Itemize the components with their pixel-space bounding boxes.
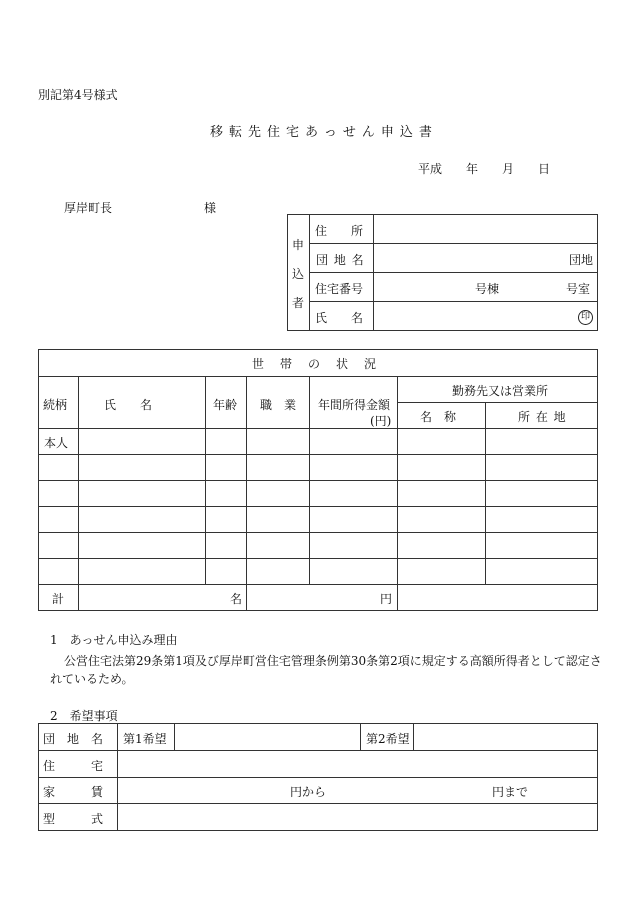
form-number: 別記第4号様式 — [38, 88, 118, 102]
header-workplace: 勤務先又は営業所 — [452, 384, 549, 398]
seal-mark: 印 — [578, 310, 593, 325]
pref-rent-label: 家 賃 — [43, 785, 104, 799]
total-count-unit: 名 — [230, 592, 243, 606]
pref-housing-label: 住 宅 — [43, 759, 104, 773]
household-title: 世 帯 の 状 況 — [251, 357, 378, 371]
total-label: 計 — [52, 592, 65, 606]
header-workplace-name: 名 称 — [420, 410, 457, 424]
date-month: 月 — [502, 162, 515, 176]
house-number-label: 住宅番号 — [315, 282, 364, 296]
section1-body-line1: 公営住宅法第29条第1項及び厚岸町営住宅管理条例第30条第2項に規定する高額所得者として認定さ — [64, 654, 602, 668]
header-income-unit: (円) — [370, 414, 392, 428]
applicant-label-3: 者 — [292, 296, 305, 310]
address-label: 住 所 — [315, 224, 364, 238]
section2-heading: 2 希望事項 — [50, 709, 118, 723]
header-occupation: 職 業 — [260, 398, 297, 412]
addressee-honorific: 様 — [204, 201, 217, 215]
addressee-office: 厚岸町長 — [64, 201, 113, 215]
pref-type-label: 型 式 — [43, 812, 104, 826]
building-suffix: 号棟 — [475, 282, 500, 296]
pref-choice1: 第1希望 — [123, 732, 167, 746]
section1-heading: 1 あっせん申込み理由 — [50, 633, 178, 647]
pref-rent-from: 円から — [290, 785, 327, 799]
pref-choice2: 第2希望 — [366, 732, 410, 746]
danchi-label: 団 地 名 — [316, 253, 365, 267]
pref-rent-to: 円まで — [492, 785, 529, 799]
room-suffix: 号室 — [566, 282, 591, 296]
header-relation: 続柄 — [43, 398, 68, 412]
header-workplace-address: 所 在 地 — [518, 410, 567, 424]
total-yen-unit: 円 — [380, 592, 393, 606]
applicant-label-1: 申 — [292, 238, 305, 252]
header-income: 年間所得金額 — [318, 398, 391, 412]
header-age: 年齢 — [213, 398, 238, 412]
date-day: 日 — [538, 162, 551, 176]
name-label: 氏 名 — [315, 311, 364, 325]
header-name: 氏 名 — [104, 398, 153, 412]
row-self-relation: 本人 — [44, 436, 69, 450]
applicant-label-2: 込 — [292, 267, 305, 281]
date-era: 平成 — [418, 162, 443, 176]
section1-body-line2: れているため。 — [50, 672, 134, 686]
page-title: 移転先住宅あっせん申込書 — [210, 125, 438, 140]
pref-danchi-label: 団 地 名 — [43, 732, 104, 746]
danchi-suffix: 団地 — [569, 253, 594, 267]
date-year: 年 — [466, 162, 479, 176]
